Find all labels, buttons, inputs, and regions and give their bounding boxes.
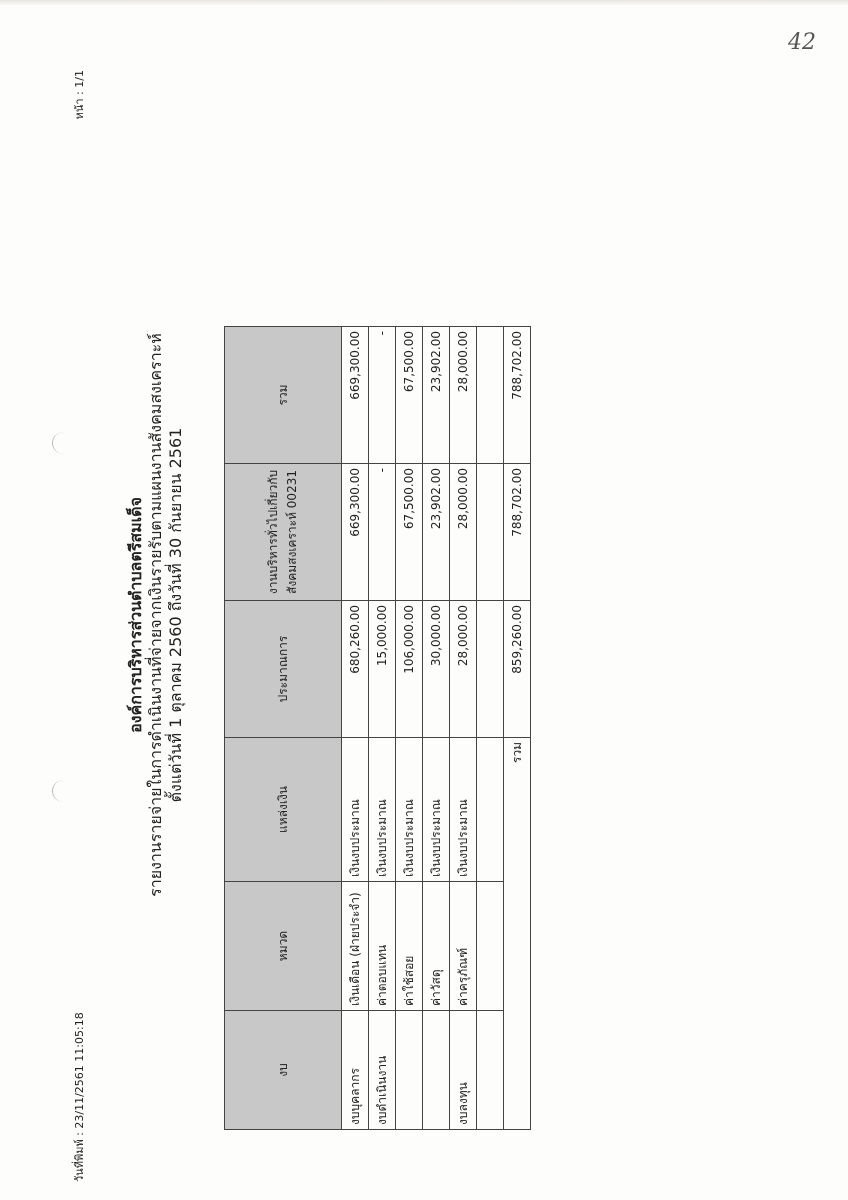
header-budget: ประมาณการ <box>225 601 342 738</box>
total-admin: 788,702.00 <box>504 464 531 601</box>
handwritten-page-number: 42 <box>788 30 816 55</box>
cell-source: เงินงบประมาณ <box>423 738 450 882</box>
cell-category: ค่าวัสดุ <box>423 882 450 1011</box>
cell-admin: 67,500.00 <box>396 464 423 601</box>
cell-budget: 106,000.00 <box>396 601 423 738</box>
cell-budget: 680,260.00 <box>342 601 369 738</box>
blank-cell <box>477 601 504 738</box>
cell-plan: งบดำเนินงาน <box>369 1011 396 1130</box>
cell-admin: 669,300.00 <box>342 464 369 601</box>
cell-admin: 28,000.00 <box>450 464 477 601</box>
org-title: องค์การบริหารส่วนตำบลตรีสมเด็จ <box>126 497 145 733</box>
blank-cell <box>477 464 504 601</box>
cell-category: เงินเดือน (ฝ่ายประจำ) <box>342 882 369 1011</box>
cell-budget: 30,000.00 <box>423 601 450 738</box>
total-budget: 859,260.00 <box>504 601 531 738</box>
blank-cell <box>504 882 531 1011</box>
table-row <box>450 327 477 1130</box>
scan-edge <box>0 0 848 6</box>
expense-table <box>224 326 531 1130</box>
table-row <box>369 327 396 1130</box>
header-source: แหล่งเงิน <box>225 738 342 882</box>
cell-plan <box>396 1011 423 1130</box>
cell-source: เงินงบประมาณ <box>369 738 396 882</box>
blank-cell <box>504 1011 531 1130</box>
header-category: หมวด <box>225 882 342 1011</box>
header-admin: งานบริหารทั่วไปเกี่ยวกับสังคมสงเคราะห์ 00231 <box>225 464 342 601</box>
cell-source: เงินงบประมาณ <box>450 738 477 882</box>
blank-cell <box>477 738 504 882</box>
header-total: รวม <box>225 327 342 464</box>
table-total-row <box>504 327 531 1130</box>
table-row <box>396 327 423 1130</box>
cell-admin: - <box>369 464 396 601</box>
cell-source: เงินงบประมาณ <box>396 738 423 882</box>
table-header-row <box>225 327 342 1130</box>
cell-plan: งบลงทุน <box>450 1011 477 1130</box>
report-subtitle: รายงานรายจ่ายในการดำเนินงานที่จ่ายจากเงินรายรับตามแผนงานสังคมสงเคราะห์ <box>146 333 165 897</box>
total-label: รวม <box>504 738 531 882</box>
table-row <box>342 327 369 1130</box>
header-plan: งบ <box>225 1011 342 1130</box>
page-indicator: หน้า : 1/1 <box>73 70 86 120</box>
cell-budget: 15,000.00 <box>369 601 396 738</box>
blank-row <box>477 327 504 1130</box>
cell-budget: 28,000.00 <box>450 601 477 738</box>
blank-cell <box>477 327 504 464</box>
rotated-report-page <box>64 40 824 1190</box>
cell-category: ค่าครุภัณฑ์ <box>450 882 477 1011</box>
cell-total: 28,000.00 <box>450 327 477 464</box>
cell-total: 669,300.00 <box>342 327 369 464</box>
report-titles <box>126 40 186 1190</box>
table-row <box>423 327 450 1130</box>
print-date: วันที่พิมพ์ : 23/11/2561 11:05:18 <box>73 1012 86 1182</box>
blank-cell <box>477 1011 504 1130</box>
cell-admin: 23,902.00 <box>423 464 450 601</box>
cell-total: - <box>369 327 396 464</box>
cell-plan: งบบุคลากร <box>342 1011 369 1130</box>
blank-cell <box>477 882 504 1011</box>
total-total: 788,702.00 <box>504 327 531 464</box>
cell-source: เงินงบประมาณ <box>342 738 369 882</box>
cell-category: ค่าใช้สอย <box>396 882 423 1011</box>
cell-total: 23,902.00 <box>423 327 450 464</box>
cell-plan <box>423 1011 450 1130</box>
cell-total: 67,500.00 <box>396 327 423 464</box>
cell-category: ค่าตอบแทน <box>369 882 396 1011</box>
report-period: ตั้งแต่วันที่ 1 ตุลาคม 2560 ถึงวันที่ 30 กันยายน 2561 <box>166 427 185 803</box>
